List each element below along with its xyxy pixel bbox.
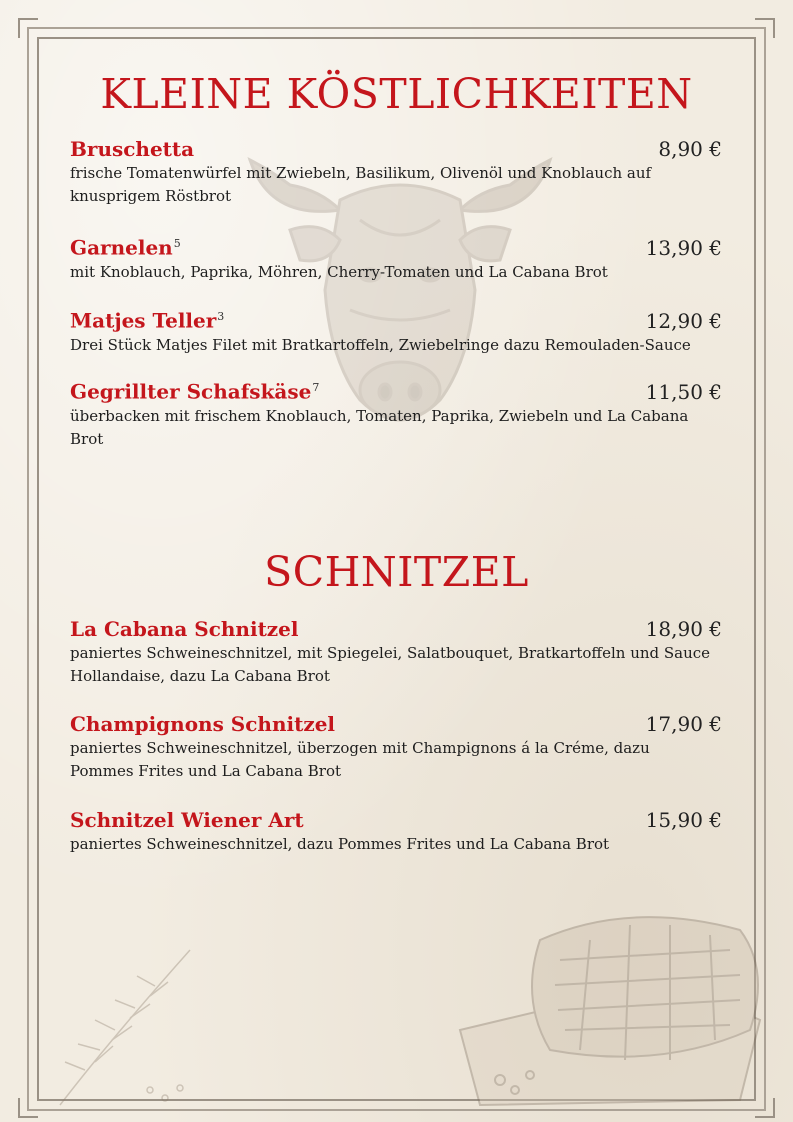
menu-item-description: frische Tomatenwürfel mit Zwiebeln, Basilikum, Olivenöl und Knoblauch auf knusprigem Röstbrot (70, 164, 652, 205)
menu-item-price: 8,90 € (658, 137, 722, 161)
section-title-kleine-koestlichkeiten: KLEINE KÖSTLICHKEITEN (100, 70, 693, 118)
menu-item-description: mit Knoblauch, Paprika, Möhren, Cherry-Tomaten und La Cabana Brot (70, 262, 608, 281)
menu-item-price: 18,90 € (645, 617, 722, 641)
menu-item-price: 13,90 € (645, 235, 722, 260)
menu-item-la-cabana-schnitzel (70, 617, 722, 688)
menu-item-garnelen (70, 232, 722, 284)
menu-item-description: paniertes Schweineschnitzel, überzogen mit Champignons á la Créme, dazu Pommes Frites und La Cabana Brot (70, 739, 650, 780)
menu-item-price: 15,90 € (645, 808, 722, 832)
menu-item-name: Schnitzel Wiener Art (70, 808, 304, 832)
section-title-schnitzel: SCHNITZEL (264, 548, 529, 596)
menu-item-name: Bruschetta (70, 137, 195, 161)
menu-item-description: paniertes Schweineschnitzel, mit Spiegelei, Salatbouquet, Bratkartoffeln und Sauce Hollandaise, dazu La Cabana Brot (70, 644, 711, 685)
menu-item-name: Champignons Schnitzel (70, 712, 336, 736)
menu-item-schnitzel-wiener-art (70, 808, 722, 856)
menu-item-name: Garnelen$^5$ (70, 235, 181, 260)
menu-item-gegrillter-schafskaese (70, 376, 722, 451)
menu-item-bruschetta (70, 137, 722, 208)
menu-item-name: La Cabana Schnitzel (70, 617, 299, 641)
menu-item-price: 12,90 € (645, 308, 722, 333)
allergen-footnote: 3 (217, 310, 225, 323)
menu-item-description: paniertes Schweineschnitzel, dazu Pommes Frites und La Cabana Brot (70, 835, 610, 853)
allergen-footnote: 5 (173, 237, 181, 250)
allergen-footnote: 7 (312, 381, 320, 394)
menu-item-description: Drei Stück Matjes Filet mit Bratkartoffeln, Zwiebelringe dazu Remouladen-Sauce (70, 335, 691, 354)
menu-item-name: Matjes Teller$^3$ (70, 308, 225, 333)
menu-item-champignons-schnitzel (70, 712, 722, 783)
menu-item-price: 11,50 € (645, 379, 722, 404)
menu-item-description: überbacken mit frischem Knoblauch, Tomaten, Paprika, Zwiebeln und La Cabana Brot (70, 406, 689, 448)
menu-item-name: Gegrillter Schafskäse$^7$ (70, 379, 320, 404)
menu-item-price: 17,90 € (645, 712, 722, 736)
menu-item-matjes-teller (70, 305, 722, 357)
